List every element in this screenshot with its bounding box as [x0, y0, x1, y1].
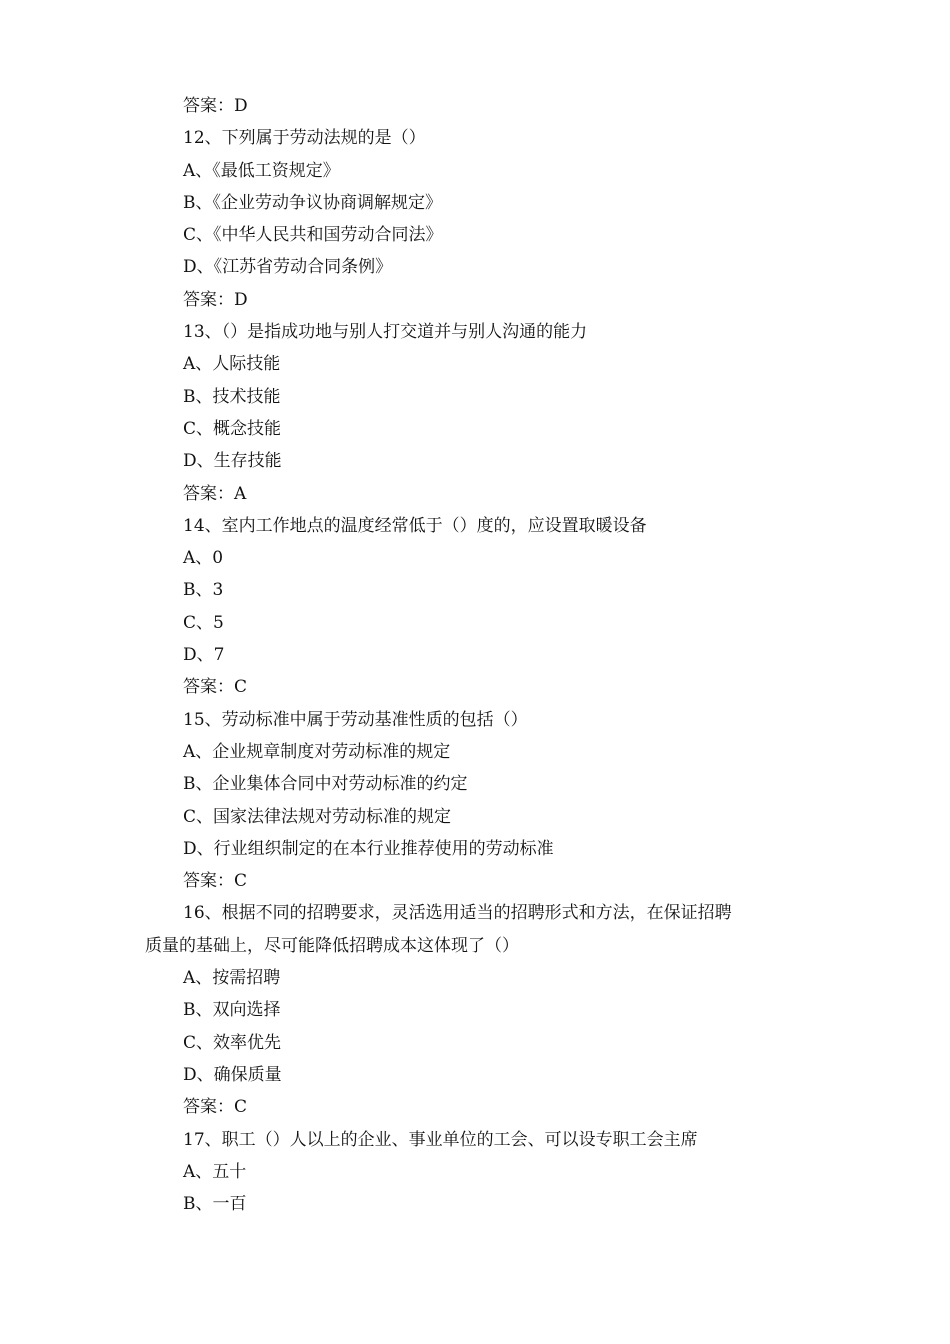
option-line: B、技术技能: [183, 386, 281, 407]
option-line: B、双向选择: [183, 1000, 281, 1021]
option-line: A、按需招聘: [183, 968, 281, 989]
question-17: 17、职工（）人以上的企业、事业单位的工会、可以设专职工会主席: [183, 1129, 698, 1150]
option-line: A、人际技能: [183, 354, 281, 375]
option-line: D、行业组织制定的在本行业推荐使用的劳动标准: [183, 838, 554, 859]
option-line: B、《企业劳动争议协商调解规定》: [183, 192, 442, 213]
option-line: C、概念技能: [183, 418, 282, 439]
option-line: D、确保质量: [183, 1064, 282, 1085]
question-12: 12、下列属于劳动法规的是（）: [183, 128, 426, 149]
answer-line: 答案：D: [183, 96, 248, 116]
question-13: 13、（）是指成功地与别人打交道并与别人沟通的能力: [183, 322, 588, 343]
answer-line: 答案：C: [183, 677, 248, 698]
question-16: 16、根据不同的招聘要求，灵活选用适当的招聘形式和方法，在保证招聘: [183, 903, 732, 924]
question-16-continued: 质量的基础上，尽可能降低招聘成本这体现了（）: [145, 935, 519, 956]
option-line: C、国家法律法规对劳动标准的规定: [183, 806, 452, 827]
option-line: A、《最低工资规定》: [183, 160, 340, 181]
option-line: B、3: [183, 580, 224, 601]
option-line: D、7: [183, 645, 225, 666]
answer-line: 答案：A: [183, 483, 247, 504]
option-line: C、《中华人民共和国劳动合同法》: [183, 225, 443, 246]
option-line: B、一百: [183, 1194, 247, 1215]
option-line: A、0: [183, 548, 224, 569]
question-15: 15、劳动标准中属于劳动基准性质的包括（）: [183, 709, 528, 730]
answer-line: 答案：C: [183, 1097, 248, 1118]
option-line: C、效率优先: [183, 1032, 282, 1053]
answer-line: 答案：D: [183, 289, 248, 310]
option-line: C、5: [183, 612, 224, 633]
option-line: A、企业规章制度对劳动标准的规定: [183, 741, 451, 762]
option-line: D、《江苏省劳动合同条例》: [183, 257, 393, 278]
question-list: [0, 90, 950, 1220]
option-line: D、生存技能: [183, 451, 282, 472]
question-14: 14、室内工作地点的温度经常低于（）度的，应设置取暖设备: [183, 515, 647, 536]
option-line: A、五十: [183, 1161, 247, 1182]
answer-line: 答案：C: [183, 871, 248, 892]
option-line: B、企业集体合同中对劳动标准的约定: [183, 774, 468, 795]
